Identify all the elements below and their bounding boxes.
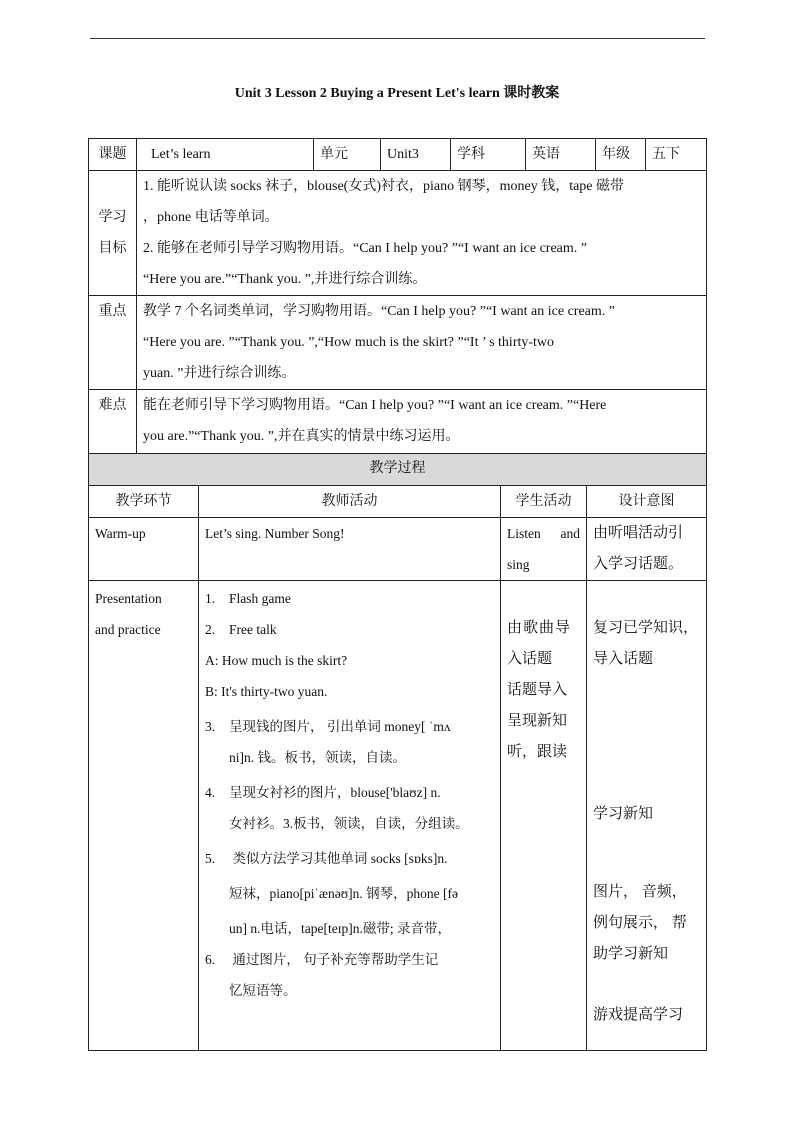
key-points-content: 教学 7 个名词类单词，学习购物用语。“Can I help you? ”“I want an ice cream. ” “Here you are. ”“Thank you. ”,“How much is the skirt? ”“It ’ s thirty-two yuan. ”并进行综合训练。 <box>137 296 707 390</box>
header-stage: 教学环节 <box>89 486 199 518</box>
unit-label: 单元 <box>314 139 381 171</box>
page-title: Unit 3 Lesson 2 Buying a Present Let's learn 课时教案 <box>234 86 560 101</box>
list-item: 5. 类似方法学习其他单词 socks [sɒks]n. <box>205 851 448 866</box>
difficulties-label: 难点 <box>89 390 137 454</box>
teaching-process-table <box>88 453 707 1051</box>
subject-label: 学科 <box>451 139 526 171</box>
header-design-intent: 设计意图 <box>587 486 707 518</box>
process-title: 教学过程 <box>89 454 707 486</box>
grade-label: 年级 <box>596 139 646 171</box>
table-row <box>89 518 707 581</box>
list-item: 2. Free talk <box>205 622 277 637</box>
presentation-teacher: 1. Flash game 2. Free talk A: How much is the skirt? B: It's thirty-two yuan. 3. 呈现钱的图片， 引出单词 money[ ˈmʌ ni]n. 钱。板书，领读，自读。 4. 呈现女衬衫的图片，blouse['blaʊz] n. 女衬衫。3.板书，领读，自读，分组读。 5. 类似方法学习其他单词 socks [sɒks]n. 短袜，piano[piˈænəʊ]n. 钢琴，phone [fə un] n.电话，tape[teɪp]n.磁带; 录音带， 6. 通过图片， 句子补充等帮助学生记 忆短语等。 <box>199 581 501 1051</box>
goals-content: 1. 能听说认读 socks 袜子，blouse(女式)衬衣，piano 钢琴，money 钱，tape 磁带 ，phone 电话等单词。 2. 能够在老师引导学习购物用语。“Can I help you? ”“I want an ice cream. ” “Here you are.”“Thank you. ”,并进行综合训练。 <box>137 171 707 296</box>
warmup-stage: Warm-up <box>89 518 199 581</box>
difficulties-content: 能在老师引导下学习购物用语。“Can I help you? ”“I want an ice cream. ”“Here you are.”“Thank you. ”,并在真实的情景中练习运用。 <box>137 390 707 454</box>
unit-value: Unit3 <box>381 139 451 171</box>
table-row <box>89 581 707 1051</box>
grade-value: 五下 <box>646 139 707 171</box>
key-points-label: 重点 <box>89 296 137 390</box>
topic-label: 课题 <box>89 139 137 171</box>
list-item: 1. Flash game <box>205 591 291 606</box>
warmup-student: Listen and sing <box>501 518 587 581</box>
subject-value: 英语 <box>526 139 596 171</box>
header-student-activity: 学生活动 <box>501 486 587 518</box>
warmup-intent: 由听唱活动引 入学习话题。 <box>587 518 707 581</box>
lesson-info-table <box>88 138 707 454</box>
presentation-stage: Presentation and practice <box>89 581 199 1051</box>
header-teacher-activity: 教师活动 <box>199 486 501 518</box>
list-item: 3. 呈现钱的图片， 引出单词 money[ ˈmʌ <box>205 719 451 734</box>
goals-label: 学习 目标 <box>89 171 137 296</box>
presentation-intent: 复习已学知识， 导入话题 学习新知 图片， 音频， 例句展示， 帮 助学习新知 游戏提高学习 <box>587 581 707 1051</box>
header-rule <box>90 38 705 39</box>
list-item: 6. 通过图片， 句子补充等帮助学生记 <box>205 952 439 967</box>
presentation-student: 由歌曲导 入话题 话题导入 呈现新知 听，跟读 <box>501 581 587 1051</box>
warmup-teacher: Let’s sing. Number Song! <box>199 518 501 581</box>
list-item: 4. 呈现女衬衫的图片，blouse['blaʊz] n. <box>205 785 441 800</box>
topic-value: Let’s learn <box>137 139 314 171</box>
